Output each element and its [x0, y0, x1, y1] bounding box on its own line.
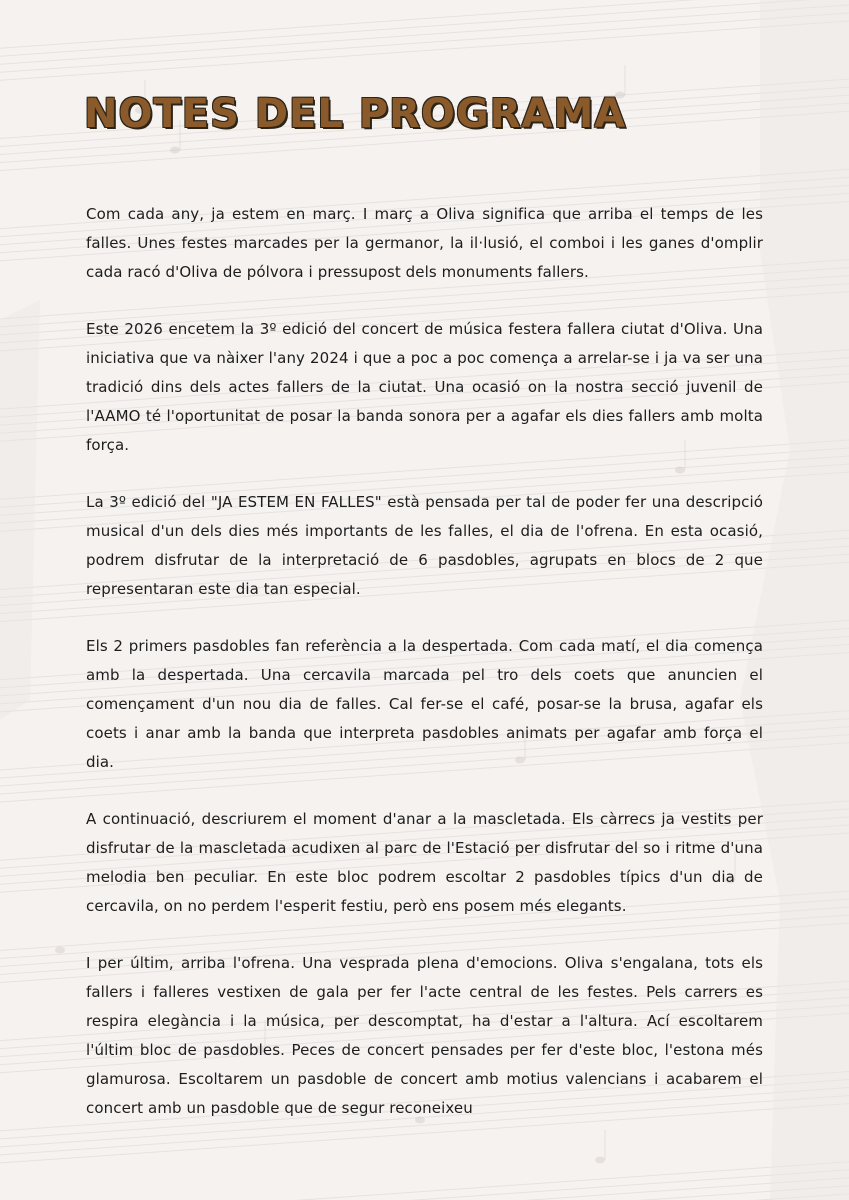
paragraph-despertada: Els 2 primers pasdobles fan referència a la despertada. Com cada matí, el dia comença amb la despertada. Una cercavila marcada pel tro dels coets que anuncien el començament d'un nou dia de falles. Cal fer-se el café, posar-se la brusa, agafar els coets i anar amb la banda que interpreta pasdobles animats per agafar amb força el dia. — [86, 637, 763, 771]
paragraph-mascletada: A continuació, descriurem el moment d'anar a la mascletada. Els càrrecs ja vestits per disfrutar de la mascletada acudixen al parc de l'Estació per disfrutar del so i ritme d'una melodia ben peculiar. En este bloc podrem escoltar 2 pasdobles típics d'un dia de cercavila, on no perdem l'esperit festiu, però ens posem més elegants. — [86, 810, 763, 915]
paragraph-concept: La 3º edició del "JA ESTEM EN FALLES" està pensada per tal de poder fer una descripció musical d'un dels dies més importants de les falles, el dia de l'ofrena. En esta ocasió, podrem disfrutar de la interpretació de 6 pasdobles, agrupats en blocs de 2 que representaran este dia tan especial. — [86, 493, 763, 598]
paragraph-ofrena: I per últim, arriba l'ofrena. Una vesprada plena d'emocions. Oliva s'engalana, tots els fallers i falleres vestixen de gala per fer l'acte central de les festes. Pels carrers es respira elegància i la música, per descomptat, ha d'estar a l'altura. Ací escoltarem l'últim bloc de pasdobles. Peces de concert pensades per fer d'este bloc, l'estona més glamurosa. Escoltarem un pasdoble de concert amb motius valencians i acabarem el concert amb un pasdoble que de segur reconeixeu — [86, 954, 763, 1117]
program-notes-body — [86, 200, 763, 1123]
paragraph-edition: Este 2026 encetem la 3º edició del concert de música festera fallera ciutat d'Oliva. Una iniciativa que va nàixer l'any 2024 i que a poc a poc comença a arrelar-se i ja va ser una tradició dins dels actes fallers de la ciutat. Una ocasió on la nostra secció juvenil de l'AAMO té l'oportunitat de posar la banda sonora per a agafar els dies fallers amb molta força. — [86, 320, 763, 454]
paragraph-intro: Com cada any, ja estem en març. I març a Oliva significa que arriba el temps de les falles. Unes festes marcades per la germanor, la il·lusió, el comboi i les ganes d'omplir cada racó d'Oliva de pólvora i pressupost dels monuments fallers. — [86, 205, 763, 281]
page-title: NOTES DEL PROGRAMA — [84, 91, 627, 137]
